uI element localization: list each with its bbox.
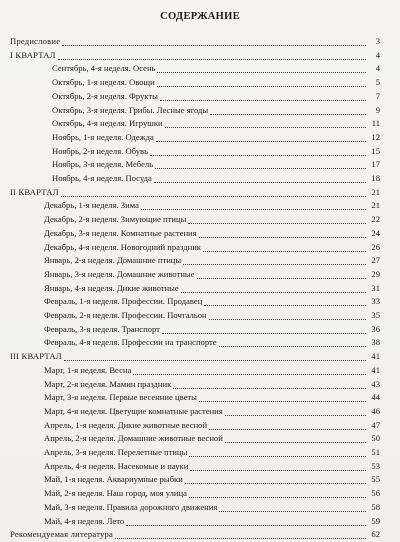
toc-entry-title: Май, 2-я неделя. Наш город, моя улица	[44, 488, 187, 499]
toc-entry-title: Март, 3-я неделя. Первые весенние цветы	[44, 392, 197, 403]
toc-entry-title: Октябрь, 1-я неделя. Овощи	[52, 77, 155, 88]
dot-leader	[183, 264, 366, 265]
toc-entry-title: Ноябрь, 4-я неделя. Посуда	[52, 173, 152, 183]
toc-entry-row	[0, 461, 380, 473]
toc-page-number: 33	[371, 296, 380, 307]
dot-leader	[219, 346, 366, 347]
toc-entry-row	[0, 132, 380, 144]
toc-entry-title: Февраль, 2-я неделя. Профессии. Почтальон	[44, 310, 207, 320]
dot-leader	[203, 251, 366, 252]
toc-entry-row	[0, 91, 380, 103]
dot-leader	[204, 305, 366, 306]
dot-leader	[173, 388, 366, 389]
toc-page-number: 44	[371, 392, 380, 403]
dot-leader	[165, 127, 366, 128]
dot-leader	[160, 100, 366, 101]
toc-entry-title: Май, 4-я неделя. Лето	[44, 515, 125, 526]
dot-leader	[189, 497, 366, 498]
toc-entry-row	[0, 379, 380, 391]
toc-entry-row	[0, 337, 380, 349]
dot-leader	[189, 456, 366, 457]
toc-entry-title: I КВАРТАЛ	[10, 49, 56, 60]
toc-section-row	[0, 187, 380, 199]
toc-page-number: 22	[371, 214, 380, 225]
toc-entry-row	[0, 255, 380, 267]
dot-leader	[197, 278, 366, 279]
toc-page-number: 3	[375, 36, 380, 46]
dot-leader	[209, 429, 366, 430]
toc-entry-row	[0, 365, 380, 377]
dot-leader	[141, 209, 366, 210]
toc-page-number: 55	[371, 474, 380, 485]
toc-page-number: 43	[371, 378, 380, 389]
toc-entry-title: Май, 1-я неделя. Аквариумные рыбки	[44, 474, 183, 485]
toc-entry-title: Ноябрь, 2-я неделя. Обувь	[52, 145, 148, 156]
toc-entry-row	[0, 173, 380, 185]
toc-page-number: 31	[371, 282, 380, 293]
toc-entry-title: Декабрь, 4-я неделя. Новогодний праздник	[44, 241, 201, 252]
dot-leader	[209, 319, 366, 320]
toc-entry-title: Октябрь, 2-я неделя. Фрукты	[52, 90, 158, 101]
toc-page-number: 35	[371, 310, 380, 320]
toc-entry-title: Октябрь, 4-я неделя. Игрушки	[52, 118, 163, 129]
toc-entry-title: II КВАРТАЛ	[10, 186, 59, 197]
dot-leader	[210, 114, 366, 115]
toc-entry-row	[0, 447, 380, 459]
toc-entry-row	[0, 214, 380, 226]
dot-leader	[133, 374, 366, 375]
toc-section-row	[0, 36, 380, 48]
toc-entry-row	[0, 324, 380, 336]
toc-entry-title: Апрель, 2-я неделя. Домашние животные весной	[44, 433, 223, 444]
toc-page-number: 46	[371, 405, 380, 416]
dot-leader	[154, 182, 366, 183]
page-title: СОДЕРЖАНИЕ	[160, 11, 240, 22]
toc-entry-title: Апрель, 4-я неделя. Насекомые и пауки	[44, 460, 189, 471]
toc-entry-title: Февраль, 3-я неделя. Транспорт	[44, 323, 160, 334]
toc-entry-title: Декабрь, 1-я неделя. Зима	[44, 200, 139, 211]
toc-page-number: 11	[371, 118, 380, 129]
toc-entry-row	[0, 433, 380, 445]
dot-leader	[61, 196, 366, 197]
toc-entry-title: Апрель, 3-я неделя. Перелетные птицы	[44, 447, 188, 457]
dot-leader	[188, 223, 366, 224]
toc-entry-title: III КВАРТАЛ	[10, 351, 62, 362]
dot-leader	[162, 333, 366, 334]
toc-page-number: 53	[371, 460, 380, 471]
toc-entry-row	[0, 269, 380, 281]
toc-entry-row	[0, 77, 380, 89]
dot-leader	[150, 155, 366, 156]
toc-page-number: 27	[371, 255, 380, 266]
toc-page-number: 47	[371, 419, 380, 430]
dot-leader	[58, 59, 366, 60]
dot-leader	[225, 415, 366, 416]
toc-page-number: 36	[371, 323, 380, 334]
toc-page-number: 21	[371, 186, 380, 197]
toc-entry-row	[0, 488, 380, 500]
dot-leader	[199, 237, 366, 238]
toc-entry-title: Ноябрь, 1-я неделя. Одежда	[52, 131, 154, 142]
toc-entry-row	[0, 516, 380, 528]
toc-page-number: 12	[371, 131, 380, 142]
toc-page-number: 51	[371, 447, 380, 457]
toc-entry-title: Рекомендуемая литература	[10, 529, 114, 540]
toc-section-row	[0, 529, 380, 541]
toc-page-number: 26	[371, 241, 380, 252]
toc-entry-title: Декабрь, 2-я неделя. Зимующие птицы	[44, 214, 187, 225]
dot-leader	[190, 470, 366, 471]
toc-entry-title: Март, 1-я неделя. Весна	[44, 364, 132, 375]
toc-page-number: 41	[371, 351, 380, 362]
toc-page-number: 9	[375, 104, 380, 115]
toc-entry-row	[0, 105, 380, 117]
toc-entry-title: Март, 4-я неделя. Цветущие комнатные растения	[44, 405, 223, 416]
toc-page-number: 50	[371, 433, 380, 444]
toc-entry-row	[0, 63, 380, 75]
toc-page-number: 5	[375, 77, 380, 88]
toc-entry-title: Январь, 3-я неделя. Домашние животные	[44, 268, 195, 279]
dot-leader	[181, 292, 366, 293]
toc-entry-title: Январь, 4-я неделя. Дикие животные	[44, 282, 179, 293]
toc-page-number: 38	[371, 337, 380, 348]
toc-section-row	[0, 50, 380, 62]
dot-leader	[126, 525, 366, 526]
toc-entry-row	[0, 420, 380, 432]
dot-leader	[157, 72, 366, 73]
toc-entry-title: Март, 2-я неделя. Мамин праздник	[44, 378, 172, 389]
toc-page-number: 62	[371, 529, 380, 540]
dot-leader	[157, 86, 366, 87]
dot-leader	[219, 511, 366, 512]
toc-entry-row	[0, 392, 380, 404]
toc-page-number: 24	[371, 227, 380, 238]
toc-entry-row	[0, 242, 380, 254]
toc-page-number: 15	[371, 145, 380, 156]
dot-leader	[225, 442, 366, 443]
toc-entry-title: Февраль, 4-я неделя. Профессии на транспорте	[44, 337, 217, 348]
toc-entry-row	[0, 296, 380, 308]
toc-entry-title: Апрель, 1-я неделя. Дикие животные весной	[44, 419, 208, 430]
toc-page-number: 56	[371, 488, 380, 499]
toc-page-number: 29	[371, 268, 380, 279]
toc-page-number: 41	[371, 364, 380, 375]
toc-entry-title: Январь, 2-я неделя. Домашние птицы	[44, 255, 182, 266]
toc-entry-row	[0, 502, 380, 514]
dot-leader	[115, 538, 366, 539]
toc-entry-row	[0, 228, 380, 240]
toc-page-number: 18	[371, 173, 380, 183]
dot-leader	[62, 45, 366, 46]
toc-entry-title: Декабрь, 3-я неделя. Комнатные растения	[44, 227, 197, 238]
toc-page-number: 7	[375, 90, 380, 101]
dot-leader	[199, 401, 366, 402]
toc-section-row	[0, 351, 380, 363]
toc-page-number: 58	[371, 501, 380, 512]
toc-page-number: 17	[371, 159, 380, 170]
toc-page-number: 4	[375, 49, 380, 60]
dot-leader	[64, 360, 366, 361]
toc-entry-row	[0, 283, 380, 295]
toc-entry-title: Предисловие	[10, 36, 61, 46]
toc-page-number: 59	[371, 515, 380, 526]
toc-entry-title: Май, 3-я неделя. Правила дорожного движения	[44, 501, 218, 512]
toc-entry-row	[0, 406, 380, 418]
dot-leader	[185, 483, 366, 484]
toc-page-number: 4	[375, 63, 380, 74]
dot-leader	[155, 168, 366, 169]
toc-entry-row	[0, 118, 380, 130]
toc-entry-row	[0, 474, 380, 486]
toc-entry-title: Сентябрь, 4-я неделя. Осень	[52, 63, 156, 74]
toc-entry-row	[0, 310, 380, 322]
toc-entry-title: Февраль, 1-я неделя. Профессии. Продавец	[44, 296, 203, 307]
toc-entry-row	[0, 159, 380, 171]
toc-entry-title: Октябрь, 3-я неделя. Грибы. Лесные ягоды	[52, 104, 209, 115]
toc-entry-title: Ноябрь, 3-я неделя. Мебель	[52, 159, 154, 170]
toc-page-number: 21	[371, 200, 380, 211]
dot-leader	[156, 141, 366, 142]
toc-entry-row	[0, 146, 380, 158]
toc-entry-row	[0, 200, 380, 212]
